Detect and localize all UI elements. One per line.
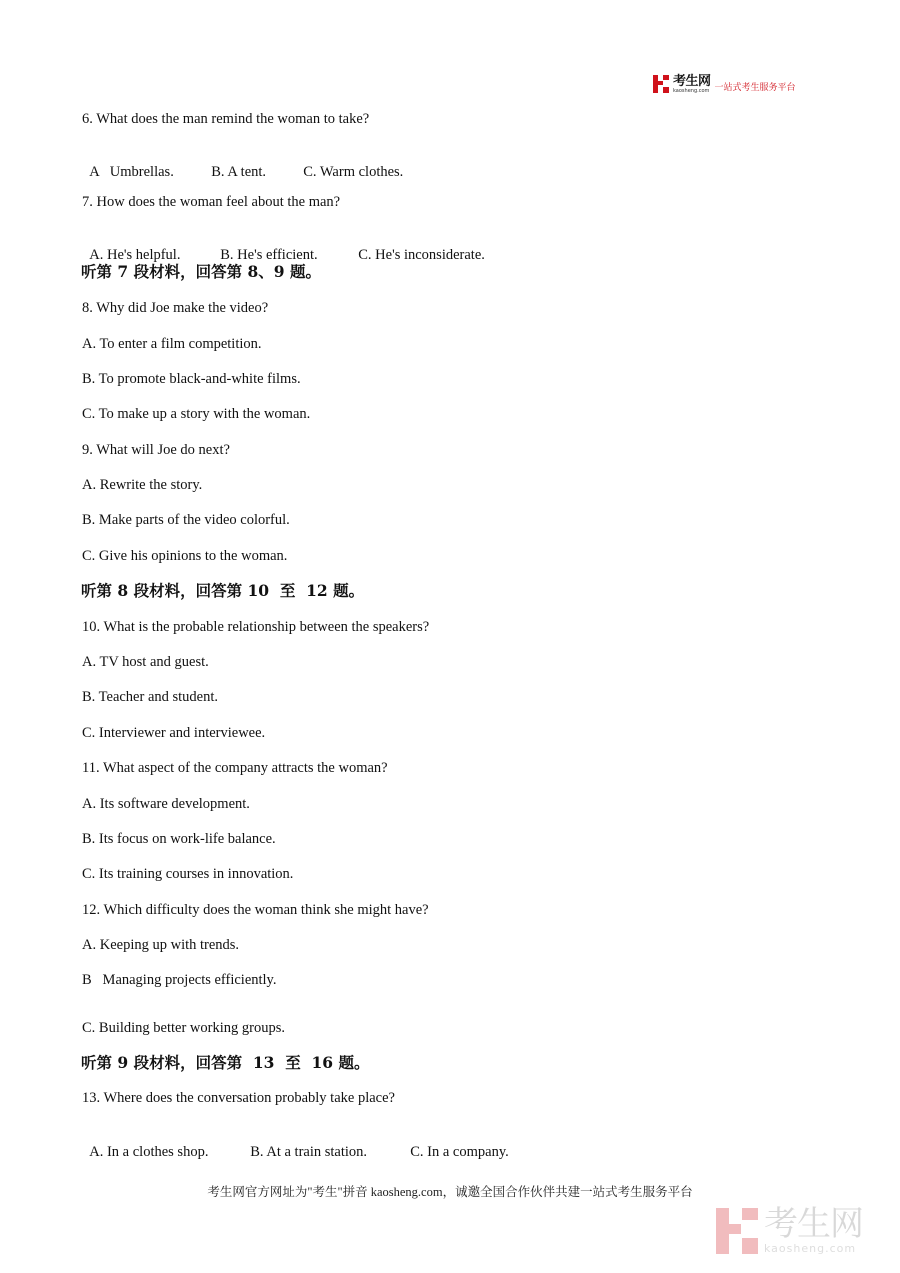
option-8a: A. To enter a film competition. (82, 336, 262, 352)
question-13: 13. Where does the conversation probably take place? (82, 1090, 395, 1106)
question-6: 6. What does the man remind the woman to take? (82, 111, 370, 127)
logo-name: 考生网 (673, 73, 711, 89)
option-9a: A. Rewrite the story. (82, 477, 203, 493)
question-11: 11. What aspect of the company attracts the woman? (82, 760, 388, 776)
section-heading-9: 听第 9 段材料，回答第 13 至 16 题。 (81, 1053, 370, 1072)
option-10a: A. TV host and guest. (82, 654, 209, 670)
option-10c: C. Interviewer and interviewee. (82, 725, 266, 741)
question-8: 8. Why did Joe make the video? (82, 300, 269, 316)
option-9b: B. Make parts of the video colorful. (82, 512, 290, 528)
option-8b: B. To promote black-and-white films. (82, 371, 301, 387)
question-13-options (82, 1125, 509, 1161)
section-heading-7: 听第 7 段材料，回答第 8、9 题。 (81, 262, 321, 281)
option-11b: B. Its focus on work-life balance. (82, 831, 276, 847)
question-9: 9. What will Joe do next? (82, 442, 230, 458)
logo-slogan: 一站式考生服务平台 (714, 82, 796, 93)
page-footer: 考生网官方网址为"考生"拼音 kaosheng.com，诚邀全国合作伙伴共建一站式考生服务平台 (207, 1185, 693, 1199)
watermark-icon (716, 1208, 758, 1254)
question-7-options (82, 228, 485, 264)
option-12a: A. Keeping up with trends. (82, 937, 240, 953)
option-6b: B. A tent. (211, 164, 267, 180)
question-7: 7. How does the woman feel about the man? (82, 194, 341, 210)
watermark-domain: kaosheng.com (764, 1242, 857, 1255)
header-logo (653, 74, 796, 94)
option-11a: A. Its software development. (82, 796, 250, 812)
option-13a: A. In a clothes shop. (89, 1144, 209, 1160)
question-10: 10. What is the probable relationship between the speakers? (82, 619, 430, 635)
kaosheng-logo-icon (653, 75, 669, 93)
watermark-logo (716, 1204, 863, 1255)
option-7b: B. He's efficient. (220, 247, 318, 263)
option-11c: C. Its training courses in innovation. (82, 866, 294, 882)
logo-domain: kaosheng.com (673, 87, 710, 94)
option-8c: C. To make up a story with the woman. (82, 406, 311, 422)
watermark-name: 考生网 (764, 1204, 863, 1244)
option-13c: C. In a company. (410, 1144, 509, 1160)
option-10b: B. Teacher and student. (82, 689, 219, 705)
option-6c: C. Warm clothes. (303, 164, 404, 180)
option-6a: A Umbrellas. (89, 164, 174, 180)
option-12b: B Managing projects efficiently. (82, 972, 277, 988)
option-7c: C. He's inconsiderate. (358, 247, 485, 263)
question-6-options (82, 145, 403, 181)
option-13b: B. At a train station. (250, 1144, 368, 1160)
question-12: 12. Which difficulty does the woman think she might have? (82, 902, 429, 918)
section-heading-8: 听第 8 段材料，回答第 10 至 12 题。 (81, 581, 365, 600)
option-9c: C. Give his opinions to the woman. (82, 548, 288, 564)
option-7a: A. He's helpful. (89, 247, 181, 263)
option-12c: C. Building better working groups. (82, 1020, 285, 1036)
